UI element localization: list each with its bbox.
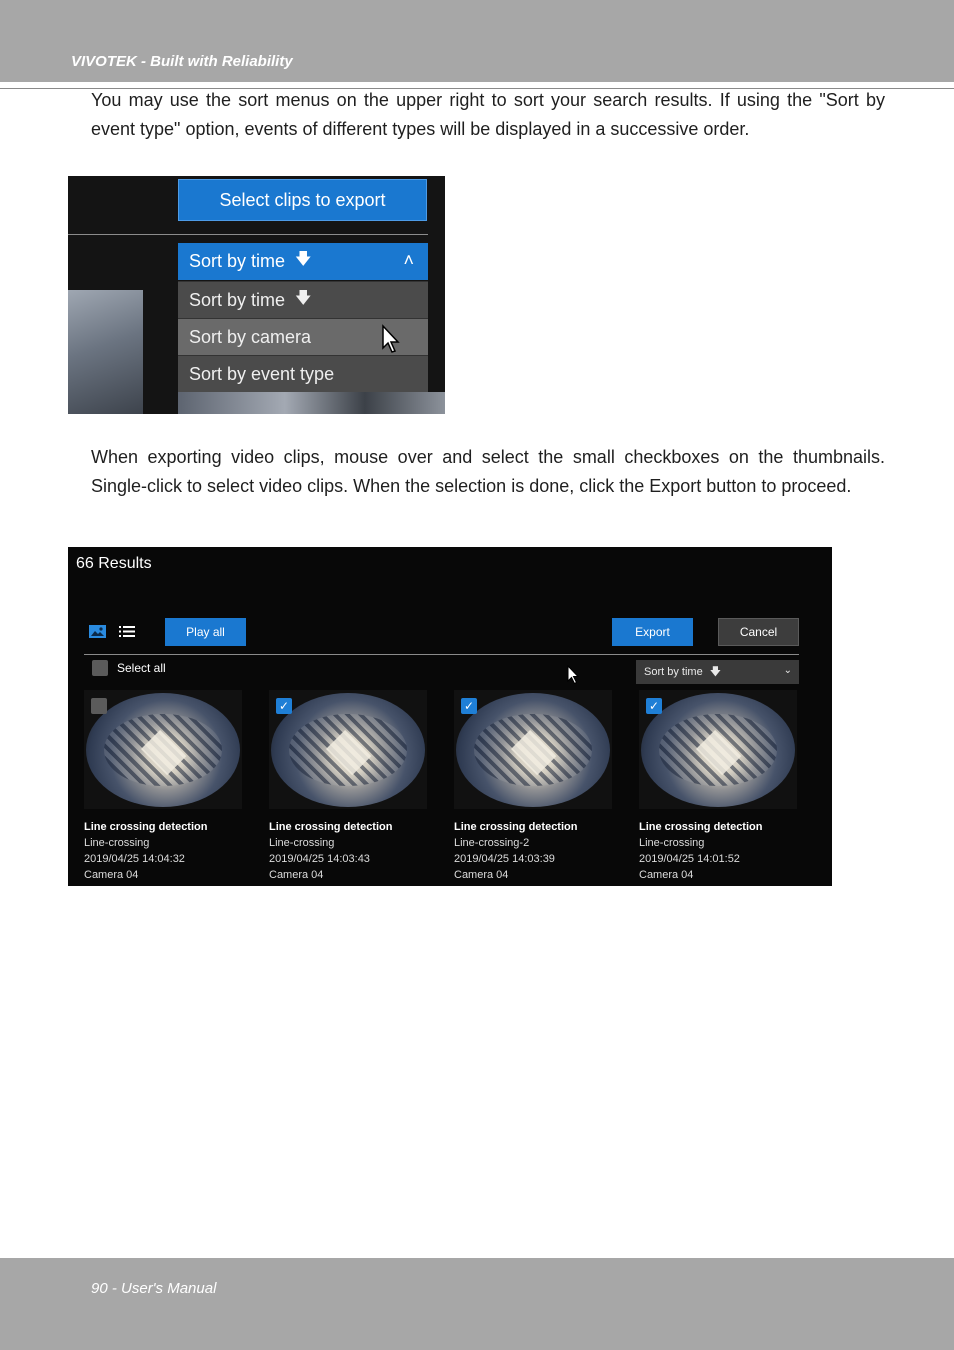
clip-card[interactable] — [269, 690, 429, 883]
clip-timestamp: 2019/04/25 14:04:32 — [84, 853, 185, 865]
sort-option-label: Sort by camera — [189, 326, 312, 347]
sort-dropdown[interactable] — [636, 660, 799, 684]
clip-title: Line crossing detection — [639, 821, 763, 833]
play-all-button[interactable]: Play all — [165, 618, 246, 646]
arrow-down-icon: 🡇 — [295, 251, 312, 268]
clip-timestamp: 2019/04/25 14:01:52 — [639, 853, 740, 865]
caret-up-icon: ˄ — [403, 250, 414, 270]
clip-camera: Camera 04 — [639, 869, 694, 881]
sort-dropdown-value: Sort by time — [644, 666, 703, 678]
arrow-down-icon: 🡇 — [295, 289, 312, 307]
clip-checkbox[interactable] — [461, 698, 477, 714]
fisheye-image — [86, 693, 240, 807]
clip-camera: Camera 04 — [269, 869, 324, 881]
mouse-cursor-icon — [381, 324, 401, 354]
export-selection-screenshot — [68, 547, 832, 886]
chevron-down-icon: ⌄ — [783, 665, 792, 676]
clip-title: Line crossing detection — [84, 821, 208, 833]
brand-tagline: VIVOTEK - Built with Reliability — [71, 53, 293, 70]
clip-timestamp: 2019/04/25 14:03:43 — [269, 853, 370, 865]
clip-rule: Line-crossing — [269, 837, 335, 849]
page-header — [0, 0, 954, 82]
clip-rule: Line-crossing-2 — [454, 837, 530, 849]
clip-checkbox[interactable] — [276, 698, 292, 714]
clip-card[interactable] — [454, 690, 614, 883]
clip-rule: Line-crossing — [84, 837, 150, 849]
clip-thumbnail[interactable] — [454, 690, 612, 809]
fisheye-image — [456, 693, 610, 807]
checkmark-icon: ✓ — [463, 699, 475, 713]
clip-checkbox[interactable] — [91, 698, 107, 714]
page-footer — [0, 1258, 954, 1350]
sort-dropdown-value: Sort by time — [189, 251, 286, 271]
sort-option-label: Sort by event type — [189, 363, 335, 384]
clip-title: Line crossing detection — [454, 821, 578, 833]
clip-thumbnail[interactable] — [269, 690, 427, 809]
sort-option-time[interactable] — [178, 281, 428, 318]
export-intro-paragraph: When exporting video clips, mouse over and select the small checkboxes on the thumbnails. Single-click to select video clips. When the selection is done, click the Export button to proceed. — [91, 447, 885, 496]
clip-thumbnail[interactable] — [84, 690, 242, 809]
clip-rule: Line-crossing — [639, 837, 705, 849]
select-all-label: Select all — [117, 661, 166, 675]
cancel-button[interactable]: Cancel — [718, 618, 799, 646]
clip-title: Line crossing detection — [269, 821, 393, 833]
camera-view-image-strip — [178, 392, 445, 414]
fisheye-image — [641, 693, 795, 807]
sort-intro-paragraph: You may use the sort menus on the upper right to sort your search results. If using the "Sort by event type" option, events of different types will be displayed in a successive order. — [91, 90, 885, 139]
clip-card[interactable] — [639, 690, 799, 883]
mouse-cursor-icon — [567, 665, 581, 685]
clip-card[interactable] — [84, 690, 244, 883]
sort-dropdown[interactable] — [178, 243, 428, 280]
checkmark-icon: ✓ — [648, 699, 660, 713]
toolbar-divider — [68, 234, 428, 235]
sort-option-event-type[interactable] — [178, 355, 428, 392]
clip-thumbnail[interactable] — [639, 690, 797, 809]
clip-camera: Camera 04 — [454, 869, 509, 881]
sort-menu-screenshot — [68, 176, 445, 414]
select-clips-button[interactable]: Select clips to export — [178, 179, 427, 221]
page-number: 90 - User's Manual — [91, 1280, 217, 1297]
toolbar-divider — [84, 654, 799, 655]
arrow-down-icon: 🡇 — [709, 665, 721, 678]
list-view-icon[interactable] — [119, 625, 135, 638]
grid-view-icon[interactable] — [89, 625, 106, 638]
camera-view-image — [68, 290, 143, 414]
fisheye-image — [271, 693, 425, 807]
results-count: 66 Results — [76, 555, 152, 572]
sort-option-label: Sort by time — [189, 289, 286, 310]
clip-checkbox[interactable] — [646, 698, 662, 714]
select-all-checkbox[interactable] — [92, 660, 108, 676]
clip-camera: Camera 04 — [84, 869, 139, 881]
checkmark-icon: ✓ — [278, 699, 290, 713]
export-button[interactable]: Export — [612, 618, 693, 646]
clip-timestamp: 2019/04/25 14:03:39 — [454, 853, 555, 865]
